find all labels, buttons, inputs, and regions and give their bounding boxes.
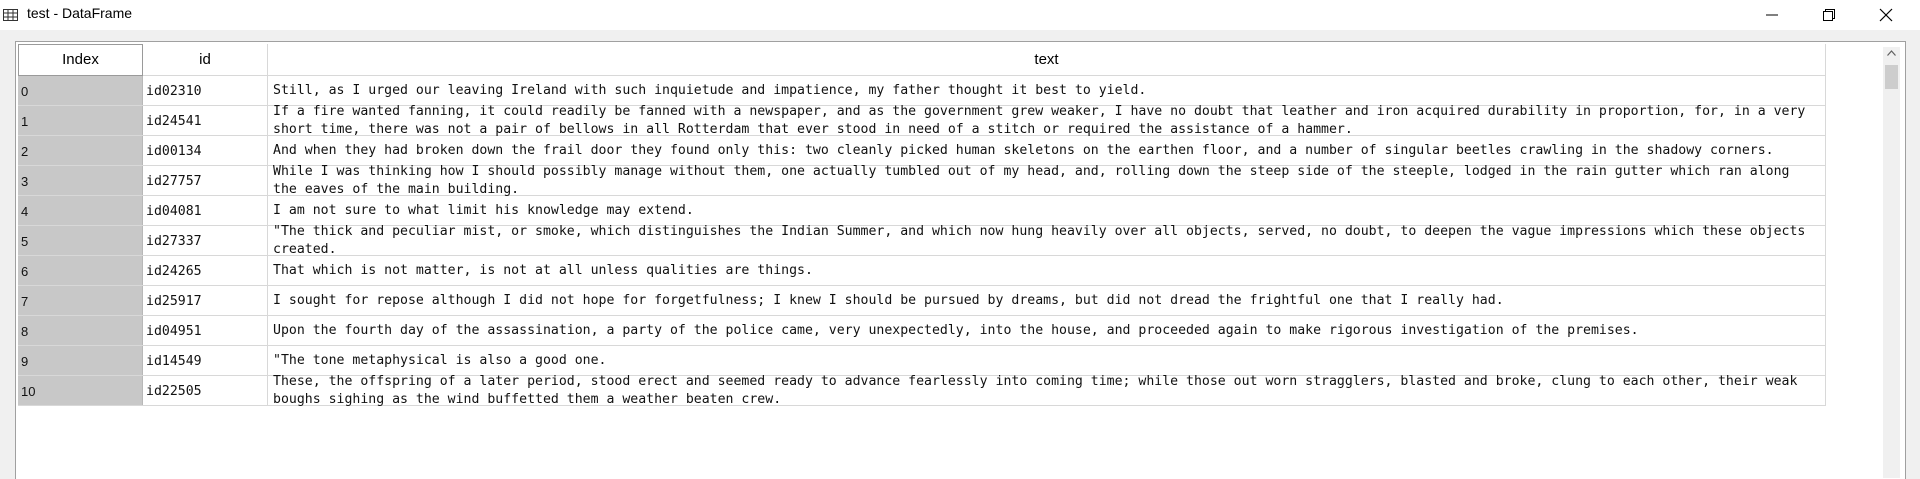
column-header-id[interactable]: id <box>143 44 268 76</box>
restore-icon <box>1822 8 1836 22</box>
table-icon <box>3 8 18 20</box>
column-header-index[interactable]: Index <box>18 44 143 76</box>
table-row[interactable] <box>18 256 1826 286</box>
id-cell[interactable]: id27757 <box>143 166 268 195</box>
close-button[interactable] <box>1857 0 1915 30</box>
table-row[interactable] <box>18 103 1826 137</box>
row-index-cell[interactable]: 0 <box>18 76 143 105</box>
table-row[interactable] <box>18 223 1826 257</box>
scroll-up-icon[interactable] <box>1887 50 1896 56</box>
id-cell[interactable]: id24265 <box>143 256 268 285</box>
id-cell[interactable]: id27337 <box>143 226 268 255</box>
text-cell[interactable] <box>268 76 1826 105</box>
row-index-cell[interactable]: 6 <box>18 256 143 285</box>
row-index-cell[interactable]: 4 <box>18 196 143 225</box>
scrollbar-thumb[interactable] <box>1885 65 1898 89</box>
id-cell[interactable]: id22505 <box>143 376 268 405</box>
text-cell-value: Still, as I urged our leaving Ireland with such inquietude and impatience, my father thought it best to yield. <box>273 82 1147 98</box>
table-row[interactable] <box>18 196 1826 226</box>
text-cell[interactable] <box>268 256 1826 285</box>
table-row[interactable] <box>18 346 1826 376</box>
text-cell[interactable] <box>268 136 1826 165</box>
id-cell[interactable]: id04081 <box>143 196 268 225</box>
table-row[interactable] <box>18 76 1826 106</box>
id-cell[interactable]: id02310 <box>143 76 268 105</box>
minimize-icon <box>1765 8 1779 22</box>
text-cell-value: "The thick and peculiar mist, or smoke, which distinguishes the Indian Summer, and which now hung heavily over all objects, served, no doubt, to deepen the vague impressions which these objects created. <box>273 223 1806 257</box>
minimize-button[interactable] <box>1743 0 1801 30</box>
text-cell[interactable] <box>268 346 1826 375</box>
text-cell-value: And when they had broken down the frail door they found only this: two cleanly picked human skeletons on the earthen floor, and a number of singular beetles crawling in the shadowy corners. <box>273 142 1774 158</box>
dataframe-table <box>15 41 1906 479</box>
text-cell-value: "The tone metaphysical is also a good one. <box>273 352 607 368</box>
row-index-cell[interactable]: 10 <box>18 376 143 405</box>
text-cell-value: I am not sure to what limit his knowledge may extend. <box>273 202 694 218</box>
row-index-cell[interactable]: 8 <box>18 316 143 345</box>
row-index-cell[interactable]: 9 <box>18 346 143 375</box>
text-cell[interactable] <box>268 223 1826 257</box>
id-cell[interactable]: id14549 <box>143 346 268 375</box>
text-cell-value: If a fire wanted fanning, it could readily be fanned with a newspaper, and as the government grew weaker, I have no doubt that leather and iron acquired durability in proportion, for, in a very short time, there was not a pair of bellows in all Rotterdam that ever stood in need of a stitch or required the assistance of a hammer. <box>273 103 1806 137</box>
text-cell[interactable] <box>268 163 1826 197</box>
window-title: test - DataFrame <box>27 5 133 21</box>
table-row[interactable] <box>18 286 1826 316</box>
text-cell[interactable] <box>268 286 1826 315</box>
row-index-cell[interactable]: 2 <box>18 136 143 165</box>
row-index-cell[interactable]: 3 <box>18 166 143 195</box>
text-cell-value: I sought for repose although I did not hope for forgetfulness; I knew I should be pursued by dreams, but did not dread the frightful one that I really had. <box>273 292 1504 308</box>
table-row[interactable] <box>18 163 1826 197</box>
text-cell-value: That which is not matter, is not at all unless qualities are things. <box>273 262 813 278</box>
text-cell-value: Upon the fourth day of the assassination, a party of the police came, very unexpectedly, into the house, and proceeded again to make rigorous investigation of the premises. <box>273 322 1639 338</box>
text-cell[interactable] <box>268 196 1826 225</box>
id-cell[interactable]: id25917 <box>143 286 268 315</box>
table-row[interactable] <box>18 136 1826 166</box>
row-index-cell[interactable]: 7 <box>18 286 143 315</box>
id-cell[interactable]: id24541 <box>143 106 268 135</box>
text-cell[interactable] <box>268 373 1826 407</box>
text-cell-value: While I was thinking how I should possibly manage without them, one actually tumbled out of my head, and, rolling down the steep side of the steeple, lodged in the rain gutter which ran along the eaves of the main building. <box>273 163 1790 197</box>
text-cell[interactable] <box>268 316 1826 345</box>
id-cell[interactable]: id04951 <box>143 316 268 345</box>
row-index-cell[interactable]: 1 <box>18 106 143 135</box>
close-icon <box>1879 8 1893 22</box>
id-cell[interactable]: id00134 <box>143 136 268 165</box>
text-cell[interactable] <box>268 103 1826 137</box>
title-bar <box>0 0 1920 30</box>
restore-button[interactable] <box>1800 0 1858 30</box>
column-header-text[interactable]: text <box>268 44 1826 76</box>
table-row[interactable] <box>18 316 1826 346</box>
text-cell-value: These, the offspring of a later period, stood erect and seemed ready to advance fearlessly into coming time; while those out worn stragglers, blasted and broke, clung to each other, their weak boughs sighing as the wind buffetted them a weather beaten crew. <box>273 373 1798 407</box>
vertical-scrollbar[interactable] <box>1883 47 1900 478</box>
row-index-cell[interactable]: 5 <box>18 226 143 255</box>
table-row[interactable] <box>18 373 1826 407</box>
